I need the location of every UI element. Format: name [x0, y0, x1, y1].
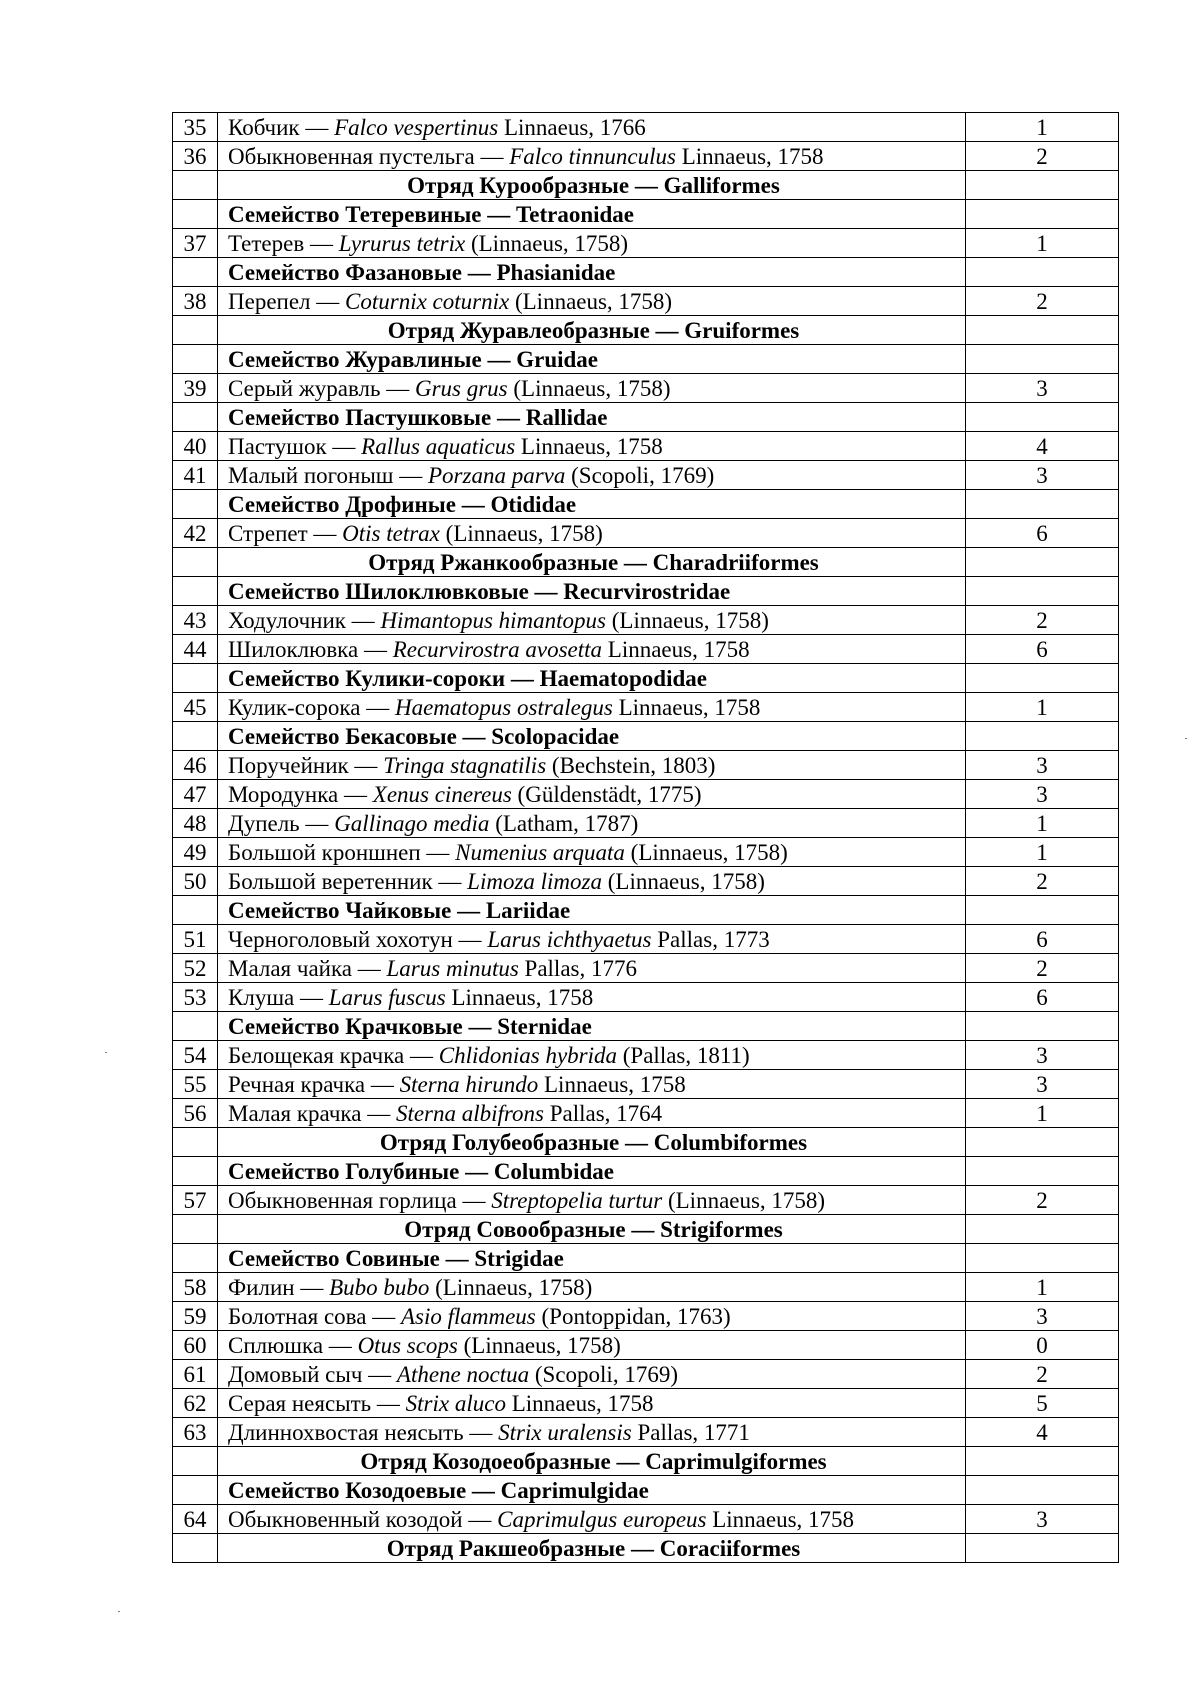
- species-row: [173, 1099, 1119, 1128]
- family-heading-row: [173, 1012, 1119, 1041]
- species-name-cell: [218, 780, 966, 809]
- family-heading-row: [173, 577, 1119, 606]
- row-number-cell: [173, 548, 218, 577]
- russian-name: Клуша —: [228, 984, 329, 1010]
- status-cell: 2: [966, 954, 1119, 983]
- taxon-author: Linnaeus, 1758: [445, 984, 594, 1010]
- species-name-cell: [218, 751, 966, 780]
- taxon-author: (Scopoli, 1769): [529, 1361, 678, 1387]
- row-number-cell: 36: [173, 142, 218, 171]
- status-cell: [966, 171, 1119, 200]
- status-cell: 3: [966, 780, 1119, 809]
- order-heading: Отряд Козодоеобразные — Caprimulgiformes: [218, 1447, 966, 1476]
- family-heading-row: [173, 1244, 1119, 1273]
- family-heading-row: [173, 722, 1119, 751]
- status-cell: [966, 1157, 1119, 1186]
- species-row: [173, 113, 1119, 142]
- species-row: [173, 461, 1119, 490]
- taxon-author: (Latham, 1787): [489, 810, 639, 836]
- row-number-cell: 38: [173, 287, 218, 316]
- latin-name: Falco vespertinus: [334, 114, 499, 140]
- family-heading: Семейство Кулики-сороки — Haematopodidae: [218, 664, 966, 693]
- species-row: [173, 1418, 1119, 1447]
- row-number-cell: [173, 1476, 218, 1505]
- scan-speck: [105, 1052, 107, 1053]
- latin-name: Athene noctua: [396, 1361, 530, 1387]
- russian-name: Большой кроншнеп —: [228, 839, 456, 865]
- species-row: [173, 838, 1119, 867]
- taxon-author: Linnaeus, 1758: [675, 143, 824, 169]
- russian-name: Речная крачка —: [228, 1071, 400, 1097]
- taxon-author: (Linnaeus, 1758): [457, 1332, 621, 1358]
- species-row: [173, 1273, 1119, 1302]
- species-table-body: [173, 113, 1119, 1563]
- taxon-author: (Scopoli, 1769): [565, 462, 715, 488]
- family-heading: Семейство Тетеревиные — Tetraonidae: [218, 200, 966, 229]
- taxon-author: (Güldenstädt, 1775): [511, 781, 702, 807]
- family-heading: Семейство Крачковые — Sternidae: [218, 1012, 966, 1041]
- russian-name: Ходулочник —: [228, 607, 381, 633]
- status-cell: 2: [966, 606, 1119, 635]
- row-number-cell: 49: [173, 838, 218, 867]
- status-cell: 3: [966, 1070, 1119, 1099]
- latin-name: Chlidonias hybrida: [438, 1042, 618, 1068]
- latin-name: Numenius arquata: [455, 839, 625, 865]
- status-cell: 3: [966, 1041, 1119, 1070]
- status-cell: [966, 1012, 1119, 1041]
- taxon-author: Linnaeus, 1758: [612, 694, 761, 720]
- species-name-cell: [218, 809, 966, 838]
- russian-name: Малый погоныш —: [228, 462, 428, 488]
- taxon-author: (Bechstein, 1803): [546, 752, 716, 778]
- row-number-cell: 50: [173, 867, 218, 896]
- order-heading: Отряд Совообразные — Strigiformes: [218, 1215, 966, 1244]
- latin-name: Strix uralensis: [498, 1419, 632, 1445]
- row-number-cell: [173, 200, 218, 229]
- status-cell: [966, 1447, 1119, 1476]
- russian-name: Обыкновенный козодой —: [228, 1506, 498, 1532]
- species-row: [173, 983, 1119, 1012]
- russian-name: Домовый сыч —: [228, 1361, 397, 1387]
- status-cell: [966, 577, 1119, 606]
- latin-name: Falco tinnunculus: [509, 143, 676, 169]
- row-number-cell: [173, 1447, 218, 1476]
- row-number-cell: [173, 171, 218, 200]
- row-number-cell: 44: [173, 635, 218, 664]
- species-name-cell: [218, 229, 966, 258]
- species-row: [173, 1505, 1119, 1534]
- species-name-cell: [218, 1331, 966, 1360]
- family-heading-row: [173, 345, 1119, 374]
- status-cell: 2: [966, 1186, 1119, 1215]
- species-name-cell: [218, 519, 966, 548]
- species-row: [173, 954, 1119, 983]
- row-number-cell: 43: [173, 606, 218, 635]
- row-number-cell: [173, 345, 218, 374]
- russian-name: Обыкновенная пустельга —: [228, 143, 510, 169]
- row-number-cell: 55: [173, 1070, 218, 1099]
- status-cell: 4: [966, 432, 1119, 461]
- species-row: [173, 519, 1119, 548]
- latin-name: Bubo bubo: [329, 1274, 430, 1300]
- order-heading: Отряд Ржанкообразные — Charadriiformes: [218, 548, 966, 577]
- order-heading-row: [173, 1447, 1119, 1476]
- order-heading-row: [173, 548, 1119, 577]
- latin-name: Grus grus: [414, 375, 508, 401]
- row-number-cell: 48: [173, 809, 218, 838]
- taxon-author: Linnaeus, 1758: [515, 433, 663, 459]
- latin-name: Lyrurus tetrix: [338, 230, 466, 256]
- species-row: [173, 142, 1119, 171]
- species-table: [172, 112, 1119, 1563]
- taxon-author: Linnaeus, 1758: [538, 1071, 686, 1097]
- status-cell: 1: [966, 809, 1119, 838]
- russian-name: Поручейник —: [228, 752, 384, 778]
- row-number-cell: [173, 722, 218, 751]
- family-heading-row: [173, 403, 1119, 432]
- order-heading-row: [173, 316, 1119, 345]
- status-cell: 1: [966, 838, 1119, 867]
- row-number-cell: 41: [173, 461, 218, 490]
- order-heading-row: [173, 1215, 1119, 1244]
- latin-name: Sterna hirundo: [399, 1071, 539, 1097]
- species-name-cell: [218, 1360, 966, 1389]
- status-cell: [966, 1128, 1119, 1157]
- status-cell: [966, 722, 1119, 751]
- species-name-cell: [218, 983, 966, 1012]
- latin-name: Limoza limoza: [467, 868, 602, 894]
- species-name-cell: [218, 432, 966, 461]
- status-cell: [966, 200, 1119, 229]
- latin-name: Himantopus himantopus: [380, 607, 606, 633]
- status-cell: 2: [966, 867, 1119, 896]
- row-number-cell: 64: [173, 1505, 218, 1534]
- species-name-cell: [218, 113, 966, 142]
- russian-name: Сплюшка —: [228, 1332, 358, 1358]
- status-cell: [966, 403, 1119, 432]
- row-number-cell: 63: [173, 1418, 218, 1447]
- scan-speck: [118, 1611, 120, 1612]
- russian-name: Малая крачка —: [228, 1100, 396, 1126]
- scan-speck: [1185, 738, 1187, 739]
- row-number-cell: [173, 896, 218, 925]
- status-cell: [966, 548, 1119, 577]
- russian-name: Шилоклювка —: [228, 636, 393, 662]
- species-row: [173, 1041, 1119, 1070]
- row-number-cell: [173, 490, 218, 519]
- status-cell: 1: [966, 1273, 1119, 1302]
- latin-name: Larus fuscus: [328, 984, 446, 1010]
- species-row: [173, 606, 1119, 635]
- species-row: [173, 1389, 1119, 1418]
- taxon-author: (Pallas, 1811): [617, 1042, 750, 1068]
- status-cell: [966, 490, 1119, 519]
- status-cell: 1: [966, 113, 1119, 142]
- row-number-cell: 60: [173, 1331, 218, 1360]
- row-number-cell: 52: [173, 954, 218, 983]
- status-cell: [966, 896, 1119, 925]
- russian-name: Длиннохвостая неясыть —: [228, 1419, 499, 1445]
- species-row: [173, 229, 1119, 258]
- species-name-cell: [218, 954, 966, 983]
- species-name-cell: [218, 1186, 966, 1215]
- status-cell: 6: [966, 519, 1119, 548]
- row-number-cell: 62: [173, 1389, 218, 1418]
- taxon-author: (Linnaeus, 1758): [507, 375, 671, 401]
- taxon-author: (Linnaeus, 1758): [465, 230, 629, 256]
- order-heading-row: [173, 171, 1119, 200]
- latin-name: Tringa stagnatilis: [383, 752, 547, 778]
- russian-name: Большой веретенник —: [228, 868, 468, 894]
- row-number-cell: 47: [173, 780, 218, 809]
- species-name-cell: [218, 1389, 966, 1418]
- species-row: [173, 867, 1119, 896]
- family-heading: Семейство Бекасовые — Scolopacidae: [218, 722, 966, 751]
- latin-name: Streptopelia turtur: [491, 1187, 663, 1213]
- row-number-cell: 37: [173, 229, 218, 258]
- species-name-cell: [218, 693, 966, 722]
- family-heading-row: [173, 258, 1119, 287]
- russian-name: Филин —: [228, 1274, 330, 1300]
- russian-name: Кулик-сорока —: [228, 694, 395, 720]
- status-cell: 1: [966, 1099, 1119, 1128]
- row-number-cell: 54: [173, 1041, 218, 1070]
- russian-name: Стрепет —: [228, 520, 343, 546]
- species-name-cell: [218, 1505, 966, 1534]
- species-row: [173, 1331, 1119, 1360]
- species-name-cell: [218, 374, 966, 403]
- taxon-author: (Linnaeus, 1758): [439, 520, 603, 546]
- taxon-author: (Linnaeus, 1758): [605, 607, 769, 633]
- russian-name: Серая неясыть —: [228, 1390, 406, 1416]
- latin-name: Recurvirostra avosetta: [392, 636, 603, 662]
- order-heading: Отряд Журавлеобразные — Gruiformes: [218, 316, 966, 345]
- latin-name: Haematopus ostralegus: [394, 694, 613, 720]
- status-cell: 5: [966, 1389, 1119, 1418]
- family-heading: Семейство Чайковые — Lariidae: [218, 896, 966, 925]
- latin-name: Porzana parva: [428, 462, 566, 488]
- status-cell: 2: [966, 287, 1119, 316]
- row-number-cell: 42: [173, 519, 218, 548]
- taxon-author: (Linnaeus, 1758): [624, 839, 788, 865]
- row-number-cell: 46: [173, 751, 218, 780]
- row-number-cell: [173, 664, 218, 693]
- russian-name: Мородунка —: [228, 781, 373, 807]
- species-row: [173, 635, 1119, 664]
- status-cell: 3: [966, 374, 1119, 403]
- russian-name: Дупель —: [228, 810, 335, 836]
- status-cell: [966, 345, 1119, 374]
- row-number-cell: [173, 1157, 218, 1186]
- species-name-cell: [218, 1099, 966, 1128]
- family-heading: Семейство Фазановые — Phasianidae: [218, 258, 966, 287]
- row-number-cell: 45: [173, 693, 218, 722]
- status-cell: [966, 664, 1119, 693]
- family-heading: Семейство Козодоевые — Caprimulgidae: [218, 1476, 966, 1505]
- species-name-cell: [218, 461, 966, 490]
- taxon-author: Pallas, 1773: [651, 926, 770, 952]
- species-name-cell: [218, 287, 966, 316]
- taxon-author: (Linnaeus, 1758): [662, 1187, 826, 1213]
- family-heading-row: [173, 1157, 1119, 1186]
- status-cell: [966, 316, 1119, 345]
- taxon-author: Pallas, 1771: [631, 1419, 750, 1445]
- species-row: [173, 693, 1119, 722]
- family-heading-row: [173, 490, 1119, 519]
- latin-name: Otis tetrax: [342, 520, 440, 546]
- row-number-cell: 53: [173, 983, 218, 1012]
- taxon-author: (Linnaeus, 1758): [509, 288, 673, 314]
- species-name-cell: [218, 1041, 966, 1070]
- status-cell: 0: [966, 1331, 1119, 1360]
- family-heading: Семейство Совиные — Strigidae: [218, 1244, 966, 1273]
- row-number-cell: 51: [173, 925, 218, 954]
- russian-name: Серый журавль —: [228, 375, 415, 401]
- row-number-cell: 58: [173, 1273, 218, 1302]
- species-row: [173, 374, 1119, 403]
- russian-name: Перепел —: [228, 288, 346, 314]
- latin-name: Larus minutus: [386, 955, 519, 981]
- russian-name: Обыкновенная горлица —: [228, 1187, 492, 1213]
- status-cell: 3: [966, 1505, 1119, 1534]
- latin-name: Rallus aquaticus: [361, 433, 516, 459]
- family-heading-row: [173, 200, 1119, 229]
- row-number-cell: [173, 577, 218, 606]
- latin-name: Larus ichthyaetus: [487, 926, 652, 952]
- latin-name: Coturnix coturnix: [345, 288, 510, 314]
- status-cell: 6: [966, 925, 1119, 954]
- family-heading: Семейство Пастушковые — Rallidae: [218, 403, 966, 432]
- row-number-cell: [173, 1128, 218, 1157]
- species-name-cell: [218, 1070, 966, 1099]
- russian-name: Малая чайка —: [228, 955, 387, 981]
- status-cell: 4: [966, 1418, 1119, 1447]
- latin-name: Strix aluco: [405, 1390, 506, 1416]
- species-row: [173, 1186, 1119, 1215]
- row-number-cell: 61: [173, 1360, 218, 1389]
- russian-name: Черноголовый хохотун —: [228, 926, 488, 952]
- species-name-cell: [218, 1302, 966, 1331]
- order-heading-row: [173, 1534, 1119, 1563]
- status-cell: 2: [966, 1360, 1119, 1389]
- family-heading: Семейство Журавлиные — Gruidae: [218, 345, 966, 374]
- russian-name: Болотная сова —: [228, 1303, 401, 1329]
- family-heading-row: [173, 1476, 1119, 1505]
- latin-name: Asio flammeus: [400, 1303, 536, 1329]
- row-number-cell: [173, 1244, 218, 1273]
- russian-name: Кобчик —: [228, 114, 335, 140]
- status-cell: [966, 1476, 1119, 1505]
- taxon-author: Pallas, 1776: [518, 955, 637, 981]
- status-cell: 3: [966, 751, 1119, 780]
- order-heading-row: [173, 1128, 1119, 1157]
- species-name-cell: [218, 142, 966, 171]
- species-row: [173, 809, 1119, 838]
- russian-name: Тетерев —: [228, 230, 339, 256]
- latin-name: Sterna albifrons: [395, 1100, 544, 1126]
- status-cell: 3: [966, 461, 1119, 490]
- species-row: [173, 432, 1119, 461]
- row-number-cell: 35: [173, 113, 218, 142]
- family-heading-row: [173, 664, 1119, 693]
- taxon-author: Pallas, 1764: [543, 1100, 663, 1126]
- family-heading: Семейство Голубиные — Columbidae: [218, 1157, 966, 1186]
- latin-name: Caprimulgus europeus: [497, 1506, 707, 1532]
- species-name-cell: [218, 867, 966, 896]
- status-cell: 1: [966, 693, 1119, 722]
- row-number-cell: [173, 403, 218, 432]
- status-cell: 3: [966, 1302, 1119, 1331]
- latin-name: Otus scops: [357, 1332, 458, 1358]
- row-number-cell: 39: [173, 374, 218, 403]
- latin-name: Xenus cinereus: [372, 781, 512, 807]
- species-row: [173, 1360, 1119, 1389]
- taxon-author: (Linnaeus, 1758): [429, 1274, 593, 1300]
- species-row: [173, 1070, 1119, 1099]
- taxon-author: Linnaeus, 1758: [505, 1390, 654, 1416]
- row-number-cell: [173, 1534, 218, 1563]
- order-heading: Отряд Голубеобразные — Columbiformes: [218, 1128, 966, 1157]
- species-name-cell: [218, 838, 966, 867]
- species-name-cell: [218, 925, 966, 954]
- status-cell: 6: [966, 983, 1119, 1012]
- order-heading: Отряд Курообразные — Galliformes: [218, 171, 966, 200]
- species-name-cell: [218, 606, 966, 635]
- species-row: [173, 925, 1119, 954]
- row-number-cell: 57: [173, 1186, 218, 1215]
- species-name-cell: [218, 1418, 966, 1447]
- family-heading-row: [173, 896, 1119, 925]
- status-cell: [966, 1534, 1119, 1563]
- species-name-cell: [218, 1273, 966, 1302]
- taxon-author: Linnaeus, 1758: [602, 636, 750, 662]
- species-name-cell: [218, 635, 966, 664]
- row-number-cell: 56: [173, 1099, 218, 1128]
- russian-name: Белощекая крачка —: [228, 1042, 439, 1068]
- species-row: [173, 751, 1119, 780]
- status-cell: 6: [966, 635, 1119, 664]
- row-number-cell: [173, 1215, 218, 1244]
- row-number-cell: 40: [173, 432, 218, 461]
- status-cell: [966, 1244, 1119, 1273]
- family-heading: Семейство Дрофиные — Otididae: [218, 490, 966, 519]
- row-number-cell: [173, 258, 218, 287]
- row-number-cell: 59: [173, 1302, 218, 1331]
- row-number-cell: [173, 316, 218, 345]
- status-cell: 1: [966, 229, 1119, 258]
- row-number-cell: [173, 1012, 218, 1041]
- taxon-author: (Linnaeus, 1758): [602, 868, 765, 894]
- order-heading: Отряд Ракшеобразные — Coraciiformes: [218, 1534, 966, 1563]
- species-row: [173, 780, 1119, 809]
- taxon-author: Linnaeus, 1758: [706, 1506, 855, 1532]
- latin-name: Gallinago media: [334, 810, 490, 836]
- status-cell: [966, 1215, 1119, 1244]
- taxon-author: Linnaeus, 1766: [498, 114, 646, 140]
- status-cell: [966, 258, 1119, 287]
- russian-name: Пастушок —: [228, 433, 362, 459]
- species-row: [173, 287, 1119, 316]
- family-heading: Семейство Шилоклювковые — Recurvirostridae: [218, 577, 966, 606]
- species-row: [173, 1302, 1119, 1331]
- status-cell: 2: [966, 142, 1119, 171]
- taxon-author: (Pontoppidan, 1763): [535, 1303, 731, 1329]
